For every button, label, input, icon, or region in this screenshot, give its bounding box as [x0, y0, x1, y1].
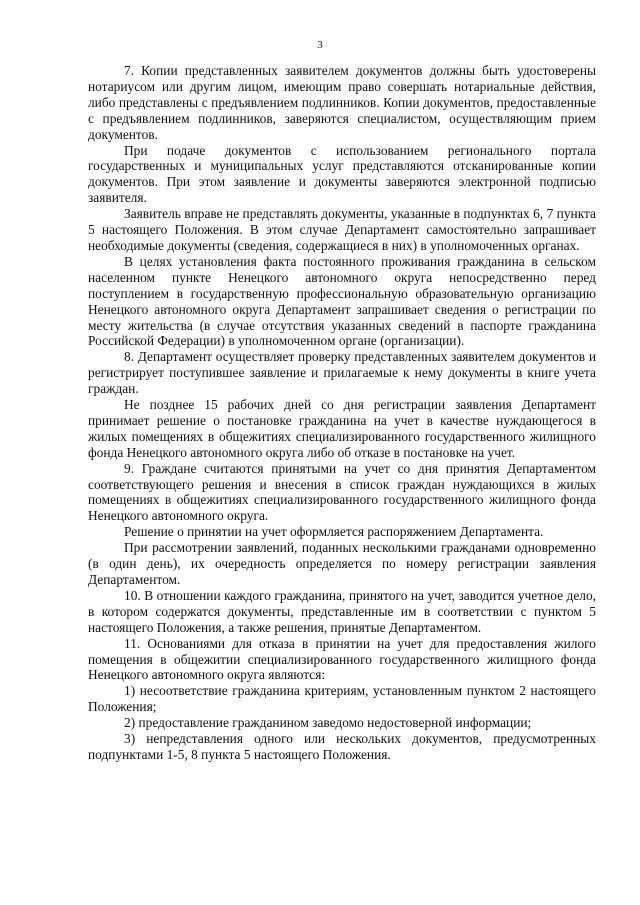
paragraph-10-case-file: 10. В отношении каждого гражданина, принятого на учет, заводится учетное дело, в котором содержатся документы, представленные им в соответствии с пунктом 5 настоящего Положения, а также решения, принятые Департаментом.: [88, 587, 596, 635]
list-item-1: 1) несоответствие гражданина критериям, установленным пунктом 2 настоящего Положения;: [88, 683, 596, 715]
list-item-2: 2) предоставление гражданином заведомо недостоверной информации;: [124, 715, 532, 731]
document-body: [88, 63, 596, 763]
paragraph-queue-order: При рассмотрении заявлений, поданных несколькими гражданами одновременно (в один день), их очередность определяется по номеру регистрации заявления Департаментом.: [88, 540, 596, 587]
paragraph-decision-order: Решение о принятии на учет оформляется распоряжением Департамента.: [124, 524, 544, 540]
paragraph-9-registration: 9. Граждане считаются принятыми на учет со дня принятия Департаментом соответствующего решения и внесения в список граждан нуждающихся в жилых помещениях в общежитиях специализированного государственного жилищного фонда Ненецкого автономного округа.: [88, 460, 596, 524]
paragraph-residence-check: В целях установления факта постоянного проживания гражданина в сельском населенном пункте Ненецкого автономного округа непосредственно перед поступлением в государственную профессиональную образовательную организацию Ненецкого автономного округа Департамент запрашивает сведения о регистрации по месту жительства (в случае отсутствия указанных сведений в паспорте гражданина Российской Федерации) в уполномоченном органе (организации).: [88, 253, 596, 349]
paragraph-portal-submission: При подаче документов с использованием регионального портала государственных и муниципальных услуг представляются отсканированные копии документов. При этом заявление и документы заверяются электронной подписью заявителя.: [88, 142, 596, 206]
paragraph-8-verification: 8. Департамент осуществляет проверку представленных заявителем документов и регистрирует поступившее заявление и прилагаемые к нему документы в книге учета граждан.: [88, 349, 596, 397]
paragraph-applicant-right: Заявитель вправе не представлять документы, указанные в подпунктах 6, 7 пункта 5 настоящего Положения. В этом случае Департамент самостоятельно запрашивает необходимые документы (сведения, содержащиеся в них) в уполномоченных органах.: [88, 206, 596, 253]
paragraph-11-refusal-grounds: 11. Основаниями для отказа в принятии на учет для предоставления жилого помещения в общежитии специализированного государственного жилищного фонда Ненецкого автономного округа являются:: [88, 635, 596, 683]
list-item-3: 3) непредставления одного или нескольких документов, предусмотренных подпунктами 1-5, 8 пункта 5 настоящего Положения.: [88, 731, 596, 762]
paragraph-7-copies: 7. Копии представленных заявителем документов должны быть удостоверены нотариусом или другим лицом, имеющим право совершать нотариальные действия, либо представлены с предъявлением подлинников. Копии документов, предоставленные с предъявлением подлинников, заверяются специалистом, осуществляющим прием документов.: [88, 63, 596, 142]
page-number: 3: [317, 39, 323, 51]
paragraph-decision-deadline: Не позднее 15 рабочих дней со дня регистрации заявления Департамент принимает решение о постановке гражданина на учет в качестве нуждающегося в жилых помещениях в общежитиях специализированного государственного жилищного фонда Ненецкого автономного округа либо об отказе в постановке на учет.: [88, 397, 596, 460]
